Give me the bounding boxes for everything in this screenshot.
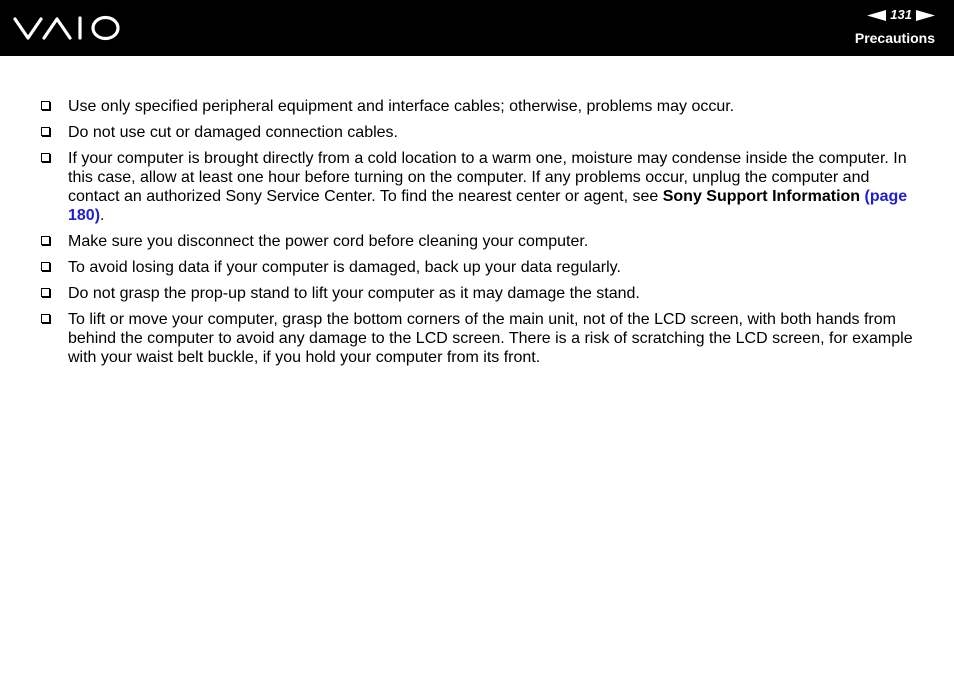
- checkbox-square-icon: [41, 101, 50, 110]
- list-item-text: Do not use cut or damaged connection cables.: [68, 124, 398, 141]
- checkbox-square-icon: [41, 288, 50, 297]
- section-title: Precautions: [854, 30, 935, 46]
- list-item-text: Make sure you disconnect the power cord before cleaning your computer.: [68, 233, 589, 250]
- checkbox-square-icon: [41, 262, 50, 271]
- sony-support-information-reference: Sony Support Information: [662, 188, 861, 205]
- precautions-list: [41, 97, 921, 367]
- list-item-text: To lift or move your computer, grasp the bottom corners of the main unit, not of the LCD screen, with both hands from behind the computer to avoid any damage to the LCD screen. There is a risk of scratching the LCD screen, for example with your waist belt buckle, if you hold your computer from its front.: [68, 311, 913, 366]
- triangle-left-arrow-icon[interactable]: [867, 10, 886, 21]
- checkbox-square-icon: [41, 236, 50, 245]
- checkbox-square-icon: [41, 153, 50, 162]
- list-item: [41, 310, 921, 367]
- list-item-text: Use only specified peripheral equipment and interface cables; otherwise, problems may occur.: [68, 98, 735, 115]
- page-content: [41, 97, 921, 374]
- list-item: [41, 123, 921, 142]
- list-item: [41, 149, 921, 225]
- page-180-link[interactable]: (page 180): [68, 188, 908, 224]
- triangle-right-arrow-icon[interactable]: [916, 10, 935, 21]
- page-header: [0, 0, 954, 56]
- page-number: 131: [890, 7, 912, 22]
- list-item-text: If your computer is brought directly from a cold location to a warm one, moisture may condense inside the computer. In this case, allow at least one hour before turning on the computer. If any problems occur, unplug the computer and contact an authorized Sony Service Center. To find the nearest center or agent, see: [68, 150, 907, 205]
- list-item: [41, 258, 921, 277]
- list-item-text: Do not grasp the prop-up stand to lift your computer as it may damage the stand.: [68, 285, 640, 302]
- page-navigation: [867, 7, 935, 23]
- list-item: [41, 232, 921, 251]
- list-item: [41, 284, 921, 303]
- vaio-logo: [13, 14, 121, 42]
- list-item: [41, 97, 921, 116]
- checkbox-square-icon: [41, 127, 50, 136]
- list-item-text: To avoid losing data if your computer is damaged, back up your data regularly.: [68, 259, 621, 276]
- checkbox-square-icon: [41, 314, 50, 323]
- list-item-text-end: .: [100, 207, 105, 224]
